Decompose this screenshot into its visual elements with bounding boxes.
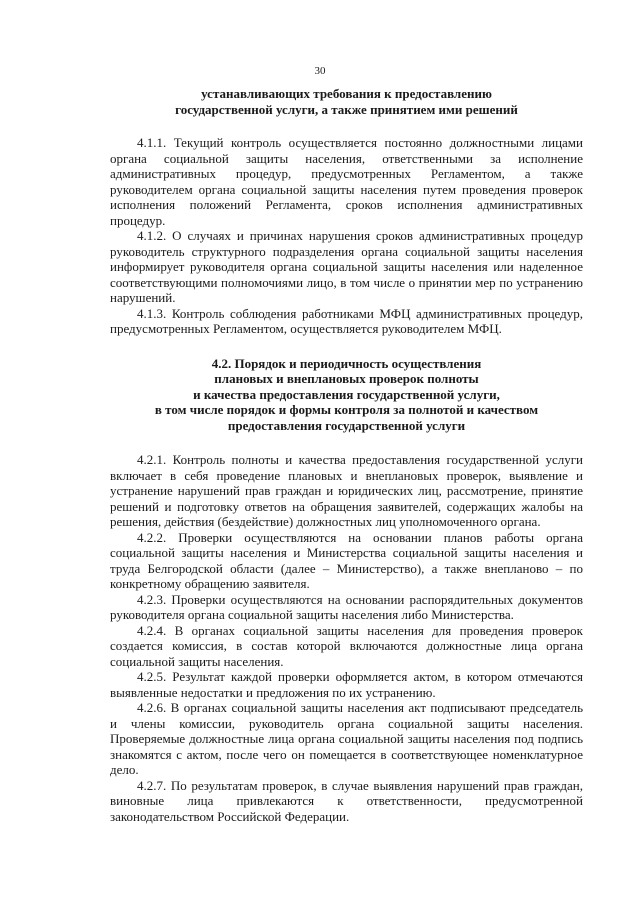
paragraph-4-2-2: 4.2.2. Проверки осуществляются на основании планов работы органа социальной защиты населения и Министерства социальной защиты населения и труда Белгородской области (далее – Министерство), а также внепланово – по конкретному обращению заявителя. [110, 529, 583, 591]
heading-line: 4.2. Порядок и периодичность осуществления [211, 355, 482, 371]
heading-line: устанавливающих требования к предоставлению [201, 86, 492, 101]
paragraph-4-2-7: 4.2.7. По результатам проверок, в случае выявления нарушений прав граждан, виновные лица привлекаются к ответственности, предусмотренной законодательством Российской Федерации. [110, 777, 583, 824]
section-4-2-heading [110, 356, 583, 434]
section-4-1-heading [110, 86, 583, 117]
paragraph-4-2-4: 4.2.4. В органах социальной защиты населения для проведения проверок создается комиссия, в состав которой включаются должностные лица органа социальной защиты населения. [110, 622, 583, 669]
paragraph-4-2-3: 4.2.3. Проверки осуществляются на основании распорядительных документов руководителя органа социальной защиты населения либо Министерства. [110, 591, 583, 622]
heading-line: плановых и внеплановых проверок полноты [214, 371, 479, 386]
heading-line: государственной услуги, а также принятием ими решений [175, 101, 518, 117]
heading-line: и качества предоставления государственной услуги, [193, 386, 500, 402]
heading-line: предоставления государственной услуги [227, 417, 466, 433]
page-number: 30 [314, 65, 326, 77]
page-content [110, 86, 583, 824]
paragraph-4-1-3: 4.1.3. Контроль соблюдения работниками МФЦ административных процедур, предусмотренных Регламентом, осуществляется руководителем МФЦ. [110, 305, 583, 336]
paragraph-4-2-5: 4.2.5. Результат каждой проверки оформляется актом, в котором отмечаются выявленные недостатки и предложения по их устранению. [110, 669, 583, 700]
paragraph-4-1-1: 4.1.1. Текущий контроль осуществляется постоянно должностными лицами органа социальной защиты населения, ответственными за исполнение административных процедур, предусмотренных Регламентом, а также руководителем органа социальной защиты населения путем проведения проверок исполнения положений Регламента, сроков исполнения административных процедур. [110, 135, 583, 228]
paragraph-4-2-1: 4.2.1. Контроль полноты и качества предоставления государственной услуги включает в себя проведение плановых и внеплановых проверок, выявление и устранение нарушений прав граждан и юридических лиц, рассмотрение, принятие решений и подготовку ответов на обращения заявителей, содержащих жалобы на решения, действия (бездействие) должностных лиц уполномоченного органа. [110, 452, 583, 529]
paragraph-4-2-6: 4.2.6. В органах социальной защиты населения акт подписывают председатель и члены комиссии, руководитель органа социальной защиты населения. Проверяемые должностные лица органа социальной защиты населения под подпись знакомятся с актом, после чего он помещается в соответствующее номенклатурное дело. [110, 700, 583, 777]
heading-line: в том числе порядок и формы контроля за полнотой и качеством [154, 402, 539, 417]
paragraph-4-1-2: 4.1.2. О случаях и причинах нарушения сроков административных процедур руководитель структурного подразделения органа социальной защиты населения информирует руководителя органа социальной защиты населения или наделенное соответствующими полномочиями лицо, в том числе о принятии мер по устранению нарушений. [110, 228, 583, 305]
